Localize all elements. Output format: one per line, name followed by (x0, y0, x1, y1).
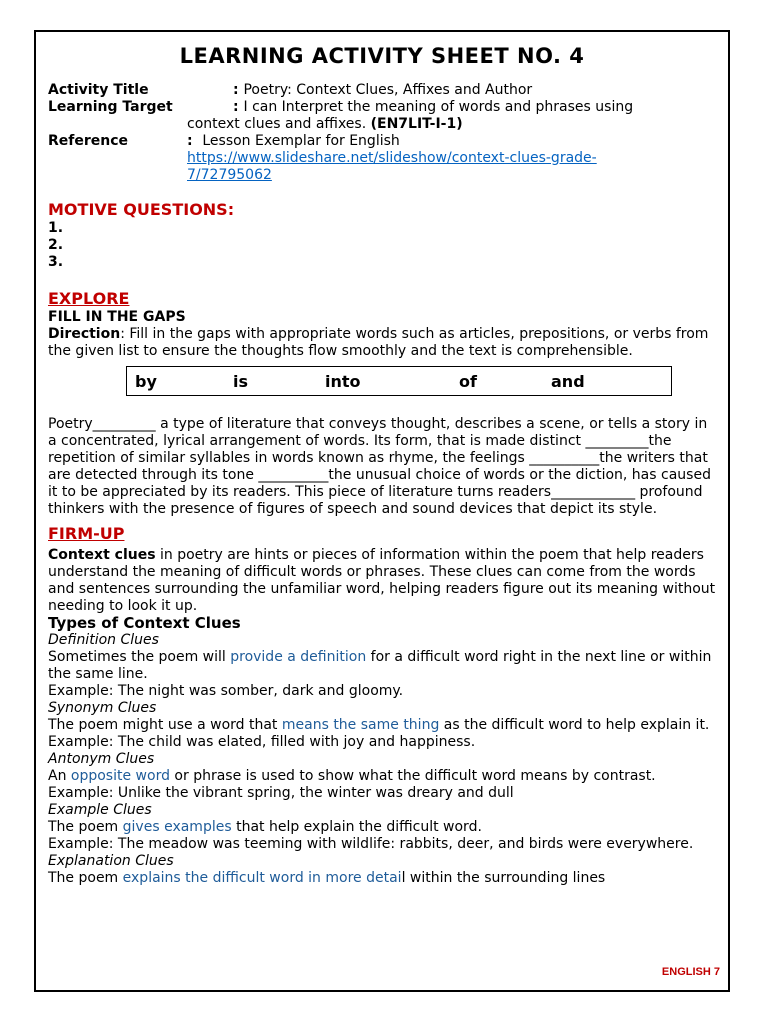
explore-direction: Direction: Fill in the gaps with appropriate words such as articles, prepositions, or verbs from the given list to ensure the thoughts flow smoothly and the text is comprehensible. (48, 326, 709, 359)
footer-subject: ENGLISH 7 (661, 966, 720, 978)
learning-target-code: (EN7LIT-I-1) (370, 116, 463, 132)
explore-subheading: FILL IN THE GAPS (48, 309, 186, 325)
reference-row (48, 133, 720, 150)
word-bank-box (126, 366, 672, 396)
motive-item-2: 2. (48, 237, 64, 253)
learning-target-continued: context clues and affixes. (EN7LIT-I-1) (187, 116, 463, 132)
learning-target-value: : I can Interpret the meaning of words and phrases using (233, 99, 634, 115)
learning-target-label: Learning Target (48, 99, 173, 115)
synonym-clues-text: The poem might use a word that means the same thing as the difficult word to help explain it. (48, 717, 710, 733)
synonym-clues-example: Example: The child was elated, filled with joy and happiness. (48, 734, 476, 750)
page-title: LEARNING ACTIVITY SHEET NO. 4 (179, 44, 585, 68)
definition-clues-example: Example: The night was somber, dark and gloomy. (48, 683, 404, 699)
word-bank-word: and (551, 372, 585, 391)
explore-heading: EXPLORE (48, 289, 130, 308)
reference-value: : Lesson Exemplar for English (187, 133, 400, 149)
antonym-clues-example: Example: Unlike the vibrant spring, the winter was dreary and dull (48, 785, 514, 801)
explanation-clues-title: Explanation Clues (48, 853, 174, 869)
example-clues-text: The poem gives examples that help explain the difficult word. (48, 819, 482, 835)
synonym-clues-title: Synonym Clues (48, 700, 157, 716)
learning-target-row (48, 99, 720, 116)
activity-title-row (48, 82, 720, 99)
word-bank-word: of (459, 372, 477, 391)
motive-item-3: 3. (48, 254, 64, 270)
example-clues-title: Example Clues (48, 802, 152, 818)
firmup-intro: Context clues in poetry are hints or pieces of information within the poem that help readers understand the meaning of difficult words or phrases. These clues can come from the words and sentences surrounding the unfamiliar word, helping readers figure out its meaning without needing to look it up. (48, 547, 716, 614)
word-bank-word: is (233, 372, 249, 391)
firmup-heading: FIRM-UP (48, 524, 125, 543)
definition-clues-text: Sometimes the poem will provide a definition for a difficult word right in the next line or within the same line. (48, 649, 712, 682)
reference-link[interactable]: https://www.slideshare.net/slideshow/context-clues-grade- 7/72795062 (187, 150, 597, 183)
word-bank-word: by (135, 372, 157, 391)
explanation-clues-text: The poem explains the difficult word in more detail within the surrounding lines (48, 870, 606, 886)
antonym-clues-title: Antonym Clues (48, 751, 155, 767)
types-heading: Types of Context Clues (48, 614, 241, 632)
reference-label: Reference (48, 133, 129, 149)
word-bank-word: into (325, 372, 361, 391)
motive-heading: MOTIVE QUESTIONS: (48, 200, 235, 219)
definition-clues-title: Definition Clues (48, 632, 159, 648)
explore-passage: Poetry_________ a type of literature that conveys thought, describes a scene, or tells a story in a concentrated, lyrical arrangement of words. Its form, that is made distinct _________the repetition of similar syllables in words known as rhyme, the feelings __________the writers that are detected through its tone __________the unusual choice of words or the diction, has caused it to be appreciated by its readers. This piece of literature turns readers____________ profound thinkers with the presence of figures of speech and sound devices that depict its style. (48, 416, 711, 517)
example-clues-example: Example: The meadow was teeming with wildlife: rabbits, deer, and birds were everywhere. (48, 836, 694, 852)
activity-title-label: Activity Title (48, 82, 149, 98)
activity-sheet (34, 30, 730, 992)
activity-title-value: : Poetry: Context Clues, Affixes and Author (233, 82, 533, 98)
sheet-content (48, 82, 720, 887)
antonym-clues-text: An opposite word or phrase is used to show what the difficult word means by contrast. (48, 768, 656, 784)
motive-item-1: 1. (48, 220, 64, 236)
